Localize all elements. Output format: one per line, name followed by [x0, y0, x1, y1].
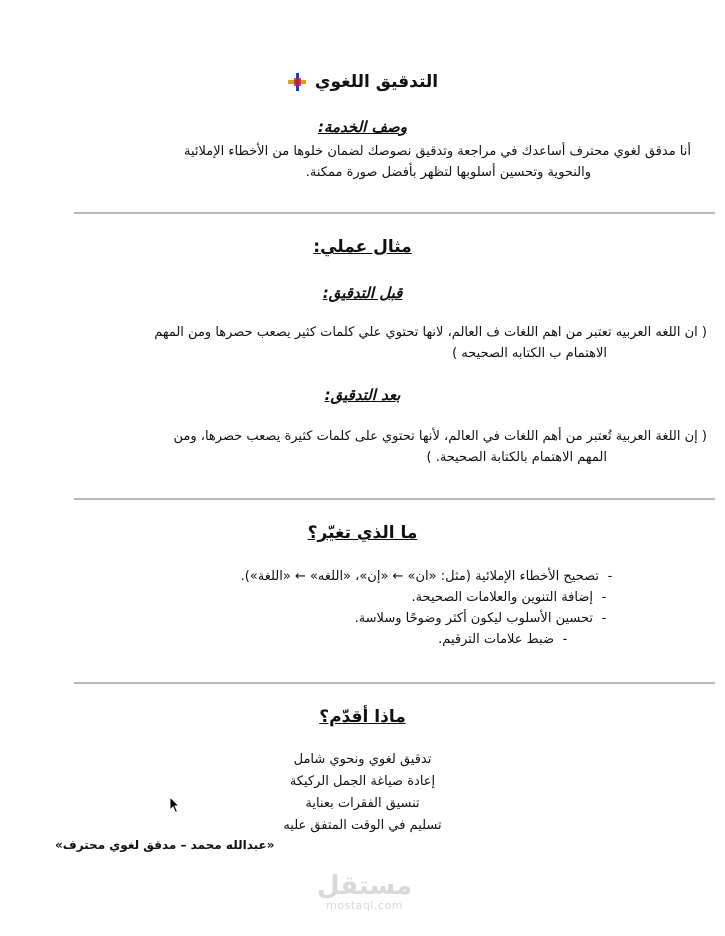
sparkle-star-icon — [287, 72, 307, 92]
service-description-heading: وصف الخدمة: — [317, 118, 408, 136]
signature: «عبدالله محمد – مدقق لغوي محترف» — [55, 838, 275, 852]
list-item: تسليم في الوقت المتفق عليه — [283, 818, 442, 833]
section-divider — [74, 212, 715, 214]
after-heading: بعد التدقيق: — [324, 386, 401, 404]
list-item: -تحسين الأسلوب ليكون أكثر وضوحًا وسلاسة. — [354, 611, 607, 626]
changes-heading: ما الذي تغيّر؟ — [307, 523, 418, 543]
offer-heading: ماذا أقدّم؟ — [319, 707, 406, 727]
service-description-text — [71, 141, 691, 183]
watermark-arabic: مستقل — [317, 871, 413, 901]
after-line-2: المهم الاهتمام بالكتابة الصحيحة. ) — [426, 450, 607, 465]
before-line-1: ( ان اللغه العربيه تعتبر من اهم اللغات ف العالم، لانها تحتوي علي كلمات كثير يصعب حصرها ومن المهم — [154, 325, 707, 340]
list-item: إعادة صياغة الجمل الركيكة — [289, 774, 436, 789]
mostaql-watermark — [317, 872, 412, 912]
service-line-2: والنحوية وتحسين أسلوبها لتظهر بأفضل صورة ممكنة. — [305, 165, 591, 180]
page-title-text: التدقيق اللغوي — [314, 72, 439, 92]
section-divider — [74, 498, 715, 500]
before-heading: قبل التدقيق: — [322, 284, 403, 302]
mouse-cursor-icon — [169, 796, 181, 814]
service-line-1: أنا مدقق لغوي محترف أساعدك في مراجعة وتدقيق نصوصك لضمان خلوها من الأخطاء الإملائية — [184, 144, 691, 159]
section-divider — [74, 682, 715, 684]
after-line-1: ( إن اللغة العربية تُعتبر من أهم اللغات في العالم، لأنها تحتوي على كلمات كثيرة يصعب حصرها، ومن — [173, 429, 707, 444]
changes-list — [241, 566, 621, 650]
list-item: تنسيق الفقرات بعناية — [305, 796, 420, 811]
list-item: -ضبط علامات الترقيم. — [438, 632, 568, 647]
page-title — [0, 72, 725, 92]
list-item: تدقيق لغوي ونحوي شامل — [293, 752, 432, 767]
after-text — [67, 426, 707, 468]
before-line-2: الاهتمام ب الكتابه الصحيحه ) — [452, 346, 607, 361]
list-item: -تصحيح الأخطاء الإملائية (مثل: «ان» ← «إن»، «اللغه» ← «اللغة»). — [240, 569, 613, 584]
list-item: -إضافة التنوين والعلامات الصحيحة. — [411, 590, 607, 605]
before-text — [57, 322, 707, 364]
offer-list — [0, 749, 725, 837]
example-heading: مثال عملي: — [313, 237, 412, 257]
watermark-latin: mostaql.com — [326, 899, 403, 912]
